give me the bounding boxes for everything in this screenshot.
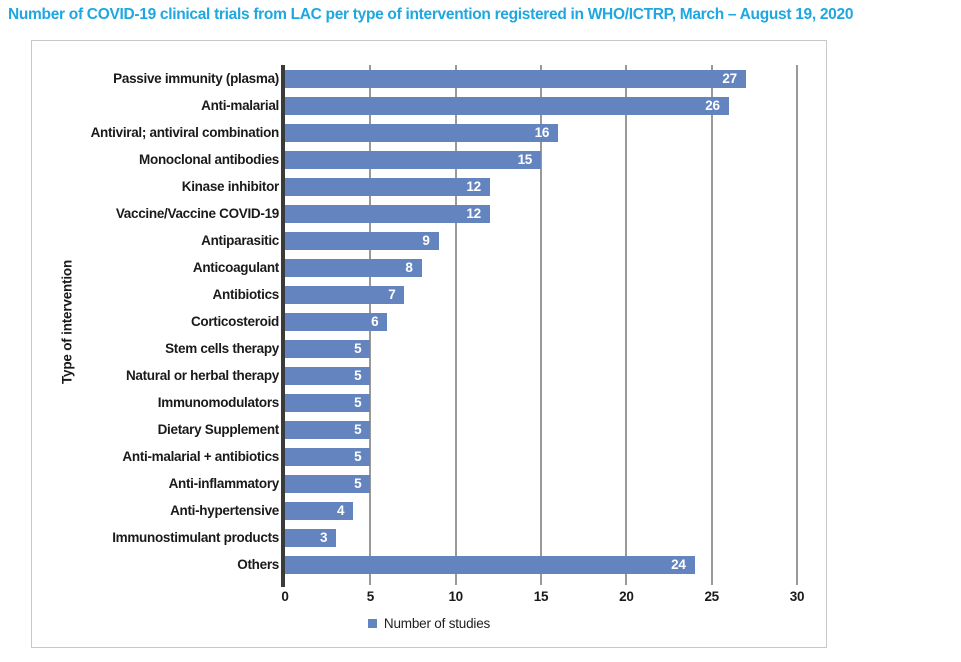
bar-value-label: 5 xyxy=(354,476,362,491)
bar-row xyxy=(285,200,797,227)
category-label: Vaccine/Vaccine COVID-19 xyxy=(115,206,279,221)
zero-axis-line xyxy=(281,65,285,587)
axis-tick-label: 25 xyxy=(704,589,719,604)
bar xyxy=(285,205,490,223)
bar xyxy=(285,97,729,115)
bar-row xyxy=(285,65,797,92)
bar xyxy=(285,556,695,574)
bar-row xyxy=(285,119,797,146)
bar-value-label: 12 xyxy=(466,179,481,194)
bar-row xyxy=(285,470,797,497)
axis-tick-label: 15 xyxy=(533,589,549,604)
bar-row xyxy=(285,308,797,335)
bar-row xyxy=(285,92,797,119)
bar xyxy=(285,502,353,520)
plot-area xyxy=(281,65,805,604)
category-label: Anti-inflammatory xyxy=(168,476,279,491)
bar xyxy=(285,421,370,439)
bar-row xyxy=(285,335,797,362)
axis-tick xyxy=(369,578,371,585)
y-axis-title: Type of intervention xyxy=(59,259,75,385)
bar xyxy=(285,394,370,412)
axis-tick xyxy=(455,578,457,585)
bar-value-label: 9 xyxy=(422,233,430,248)
bar-value-label: 6 xyxy=(371,314,379,329)
bar xyxy=(285,124,558,142)
bar-value-label: 16 xyxy=(534,125,550,140)
axis-tick xyxy=(625,578,627,585)
bar xyxy=(285,367,370,385)
bar-row xyxy=(285,416,797,443)
axis-tick xyxy=(540,578,542,585)
category-label: Monoclonal antibodies xyxy=(139,152,279,167)
bar xyxy=(285,448,370,466)
category-label: Antiparasitic xyxy=(201,233,279,248)
bar-row xyxy=(285,389,797,416)
category-label: Anticoagulant xyxy=(192,260,279,275)
chart-title: Number of COVID-19 clinical trials from LAC per type of intervention registered in WHO/ICTRP, March – August 19, 2020 xyxy=(8,6,854,23)
bar xyxy=(285,340,370,358)
bar-series xyxy=(285,65,797,578)
category-label: Antiviral; antiviral combination xyxy=(90,125,279,140)
bar-row xyxy=(285,443,797,470)
bar-value-label: 12 xyxy=(466,206,481,221)
category-label: Stem cells therapy xyxy=(165,341,279,356)
axis-tick xyxy=(711,578,713,585)
category-label: Kinase inhibitor xyxy=(181,179,279,194)
bar-value-label: 5 xyxy=(354,368,362,383)
bar-row xyxy=(285,146,797,173)
category-label: Antibiotics xyxy=(212,287,279,302)
axis-tick-label: 5 xyxy=(366,589,374,604)
bar-value-label: 5 xyxy=(354,422,362,437)
bar-value-label: 5 xyxy=(354,341,362,356)
bar-row xyxy=(285,551,797,578)
bar-value-label: 4 xyxy=(337,503,345,518)
bar xyxy=(285,259,422,277)
bar xyxy=(285,70,746,88)
bar xyxy=(285,151,541,169)
category-label: Anti-malarial + antibiotics xyxy=(122,449,279,464)
bar-row xyxy=(285,362,797,389)
axis-tick xyxy=(796,578,798,585)
category-label: Natural or herbal therapy xyxy=(125,368,279,383)
bar-value-label: 5 xyxy=(354,449,362,464)
bar-value-label: 5 xyxy=(354,395,362,410)
axis-tick-label: 20 xyxy=(619,589,634,604)
bar-row xyxy=(285,173,797,200)
axis-tick-label: 0 xyxy=(281,589,289,604)
legend-label: Number of studies xyxy=(383,616,491,631)
chart-container xyxy=(31,40,827,648)
bar-row xyxy=(285,524,797,551)
category-label: Immunomodulators xyxy=(157,395,279,410)
legend-swatch xyxy=(368,619,377,628)
bar-row xyxy=(285,281,797,308)
bar-row xyxy=(285,227,797,254)
bar xyxy=(285,286,404,304)
bar xyxy=(285,178,490,196)
axis-tick-label: 10 xyxy=(448,589,463,604)
category-label: Others xyxy=(237,557,279,572)
bar-row xyxy=(285,254,797,281)
category-axis xyxy=(92,65,279,578)
category-label: Anti-malarial xyxy=(201,98,279,113)
category-label: Anti-hypertensive xyxy=(170,503,279,518)
bar-value-label: 15 xyxy=(517,152,532,167)
category-label: Passive immunity (plasma) xyxy=(113,71,279,86)
axis-tick-label: 30 xyxy=(789,589,805,604)
legend xyxy=(32,616,826,631)
bar-value-label: 3 xyxy=(319,530,328,545)
bar-row xyxy=(285,497,797,524)
category-label: Immunostimulant products xyxy=(112,530,279,545)
bar-value-label: 27 xyxy=(722,71,737,86)
category-label: Dietary Supplement xyxy=(157,422,279,437)
bar xyxy=(285,475,370,493)
bar xyxy=(285,529,336,547)
bar xyxy=(285,232,439,250)
category-label: Corticosteroid xyxy=(190,314,279,329)
bar-value-label: 7 xyxy=(388,287,396,302)
bar-value-label: 24 xyxy=(671,557,686,572)
bar-value-label: 8 xyxy=(405,260,413,275)
bar-value-label: 26 xyxy=(705,98,720,113)
bar xyxy=(285,313,387,331)
